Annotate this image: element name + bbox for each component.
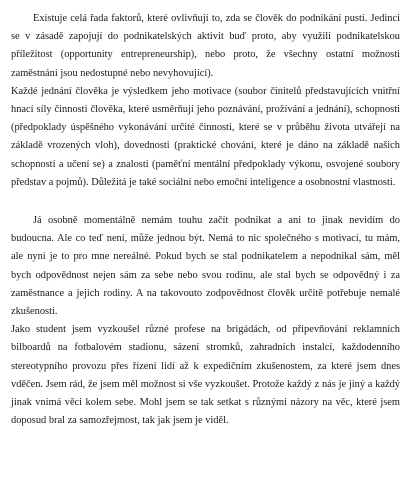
paragraph-personal: Já osobně momentálně nemám touhu začít podnikat a ani to jinak nevidím do budoucna. Ale co teď není, může jednou být. Nemá to nic společného s motivací, tu mám, ale nyní je to pro mne nereálné. Pokud bych se stal podnikatelem a nepodnikal sám, měl bych odpovědnost nejen sám za sebe nebo svou rodinu, ale stal bych se odpovědný i za zaměstnance a jejich rodiny. A na takovouto zodpovědnost člověk určitě potřebuje nemalé zkušenosti.	[11, 215, 400, 318]
paragraph-factors: Existuje celá řada faktorů, které ovlivňují to, zda se člověk do podnikání pustí. Jedinci se v zásadě zapojují do podnikatelských aktivit buď proto, aby využili podnikatelskou příležitost (opportunity entrepreneurship), nebo proto, že všechny ostatní možnosti zaměstnání jsou nedostupné nebo nevyhovující).	[11, 13, 400, 79]
paragraph-motivation: Každé jednání člověka je výsledkem jeho motivace (soubor činitelů představujících vnitřní hnací síly činnosti člověka, které usměrňují jeho poznávání, prožívání a jednání), schopnosti (předpoklady úspěšného vykonávání určité činnosti, které se v průběhu života utvářejí na základě vrozených vloh), dovednosti (praktické chování, které je dáno na základě našich schopností a učení se) a znalosti (paměťní mentální předpoklady výkonu, osvojené soubory představ a pojmů). Důležitá je také sociální nebo emoční inteligence a osobnostní vlastnosti.	[11, 85, 400, 188]
paragraph-spacer	[11, 192, 400, 212]
paragraph-student: Jako student jsem vyzkoušel různé profese na brigádách, od připevňování reklamních bilboardů na fotbalovém stadionu, sázení stromků, zahradních instalcí, každodenního stereotypního provozu přes řízení lidí až k expedičním zkušenostem, za které jsem dnes vděčen. Jsem rád, že jsem měl možnost si vše vyzkoušet. Protože každý z nás je jiný a každý jinak vnímá věci kolem sebe. Mohl jsem se tak setkat s různými názory na věc, které jsem doposud bral za samozřejmost, tak jak jsem je viděl.	[11, 324, 400, 427]
